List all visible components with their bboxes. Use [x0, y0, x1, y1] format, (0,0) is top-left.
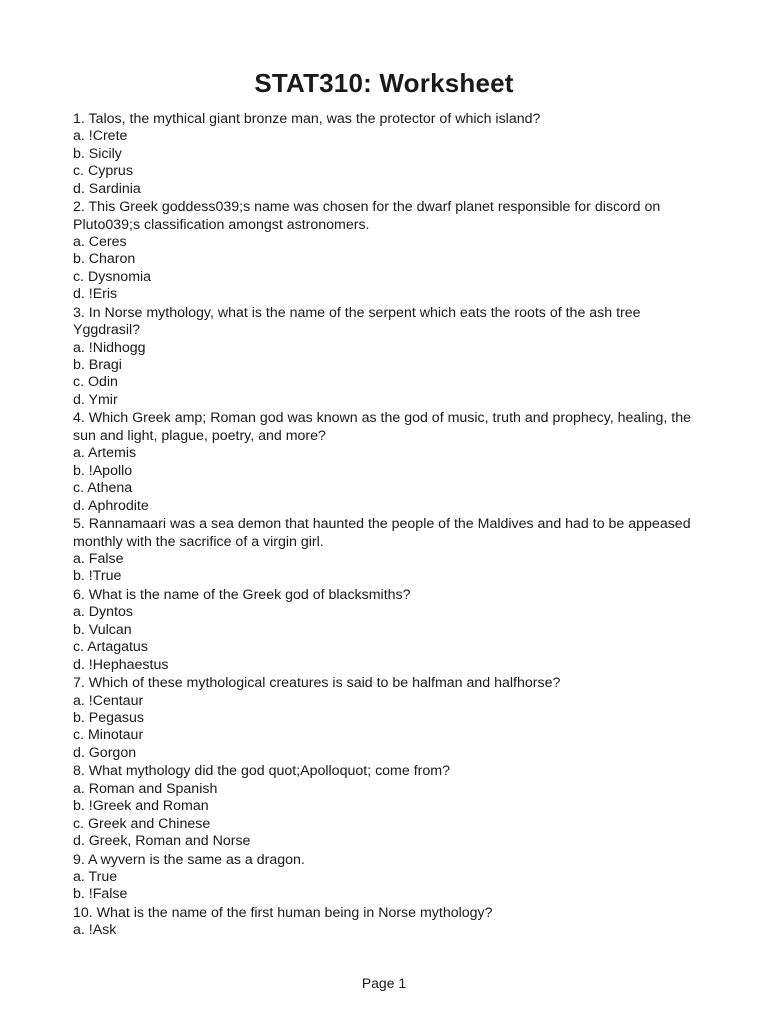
question-text: 5. Rannamaari was a sea demon that haunted the people of the Maldives and had to be appeased monthly with the sacrifice of a virgin girl. — [73, 516, 691, 550]
page-title: STAT310: Worksheet — [254, 68, 514, 98]
answer-option: c. Cyprus — [73, 163, 133, 180]
answer-option: d. Greek, Roman and Norse — [73, 832, 251, 849]
answer-option: a. Roman and Spanish — [73, 780, 218, 797]
question-text: 8. What mythology did the god quot;Apolloquot; come from? — [73, 763, 450, 780]
question-text: 3. In Norse mythology, what is the name of the serpent which eats the roots of the ash tree Yggdrasil? — [73, 304, 641, 339]
question-text: 7. Which of these mythological creatures is said to be halfman and halfhorse? — [73, 675, 561, 692]
answer-option: a. True — [73, 868, 118, 885]
answer-option: c. Greek and Chinese — [73, 815, 211, 832]
answer-option: b. !False — [73, 886, 128, 903]
answer-option: a. Dyntos — [73, 604, 133, 621]
question-2 — [73, 199, 703, 303]
answer-option: a. !Ask — [73, 922, 117, 939]
question-9 — [73, 852, 703, 904]
answer-option: b. Vulcan — [73, 621, 132, 638]
answer-option: a. False — [73, 550, 124, 567]
question-10 — [73, 905, 703, 940]
question-1 — [73, 111, 703, 198]
answer-option: c. Odin — [73, 374, 118, 391]
answer-option: c. Artagatus — [73, 639, 148, 656]
question-8 — [73, 763, 703, 850]
question-5 — [73, 516, 703, 586]
answer-option: b. !True — [73, 568, 122, 585]
question-text: 6. What is the name of the Greek god of blacksmiths? — [73, 586, 411, 603]
answer-option: b. !Greek and Roman — [73, 798, 209, 815]
question-text: 1. Talos, the mythical giant bronze man, was the protector of which island? — [73, 111, 541, 127]
question-list — [73, 111, 703, 941]
answer-option: c. Dysnomia — [73, 268, 152, 285]
answer-option: a. !Crete — [73, 128, 128, 145]
answer-option: b. Sicily — [73, 145, 122, 162]
answer-option: c. Athena — [73, 480, 133, 497]
page-number: Page 1 — [361, 975, 407, 991]
answer-option: d. Sardinia — [73, 180, 141, 197]
question-4 — [73, 410, 703, 514]
answer-option: d. Gorgon — [73, 744, 137, 761]
answer-option: a. !Centaur — [73, 692, 144, 709]
question-7 — [73, 675, 703, 762]
answer-option: d. !Eris — [73, 286, 118, 303]
answer-option: d. Ymir — [73, 391, 118, 408]
answer-option: b. !Apollo — [73, 462, 133, 479]
question-text: 2. This Greek goddess039;s name was chosen for the dwarf planet responsible for discord on Pluto039;s classification amongst astronomers. — [73, 199, 661, 233]
answer-option: b. Pegasus — [73, 709, 144, 726]
answer-option: d. Aphrodite — [73, 497, 149, 514]
question-text: 9. A wyvern is the same as a dragon. — [73, 851, 305, 868]
answer-option: b. Bragi — [73, 357, 122, 374]
answer-option: a. Ceres — [73, 234, 127, 251]
answer-option: c. Minotaur — [73, 727, 144, 744]
answer-option: d. !Hephaestus — [73, 656, 169, 673]
question-3 — [73, 305, 703, 409]
answer-option: b. Charon — [73, 251, 136, 268]
question-text: 4. Which Greek amp; Roman god was known as the god of music, truth and prophecy, healing, the sun and light, plague, poetry, and more? — [73, 410, 692, 444]
question-6 — [73, 587, 703, 674]
answer-option: a. !Nidhogg — [73, 339, 146, 356]
question-text: 10. What is the name of the first human being in Norse mythology? — [73, 904, 493, 921]
answer-option: a. Artemis — [73, 445, 137, 462]
